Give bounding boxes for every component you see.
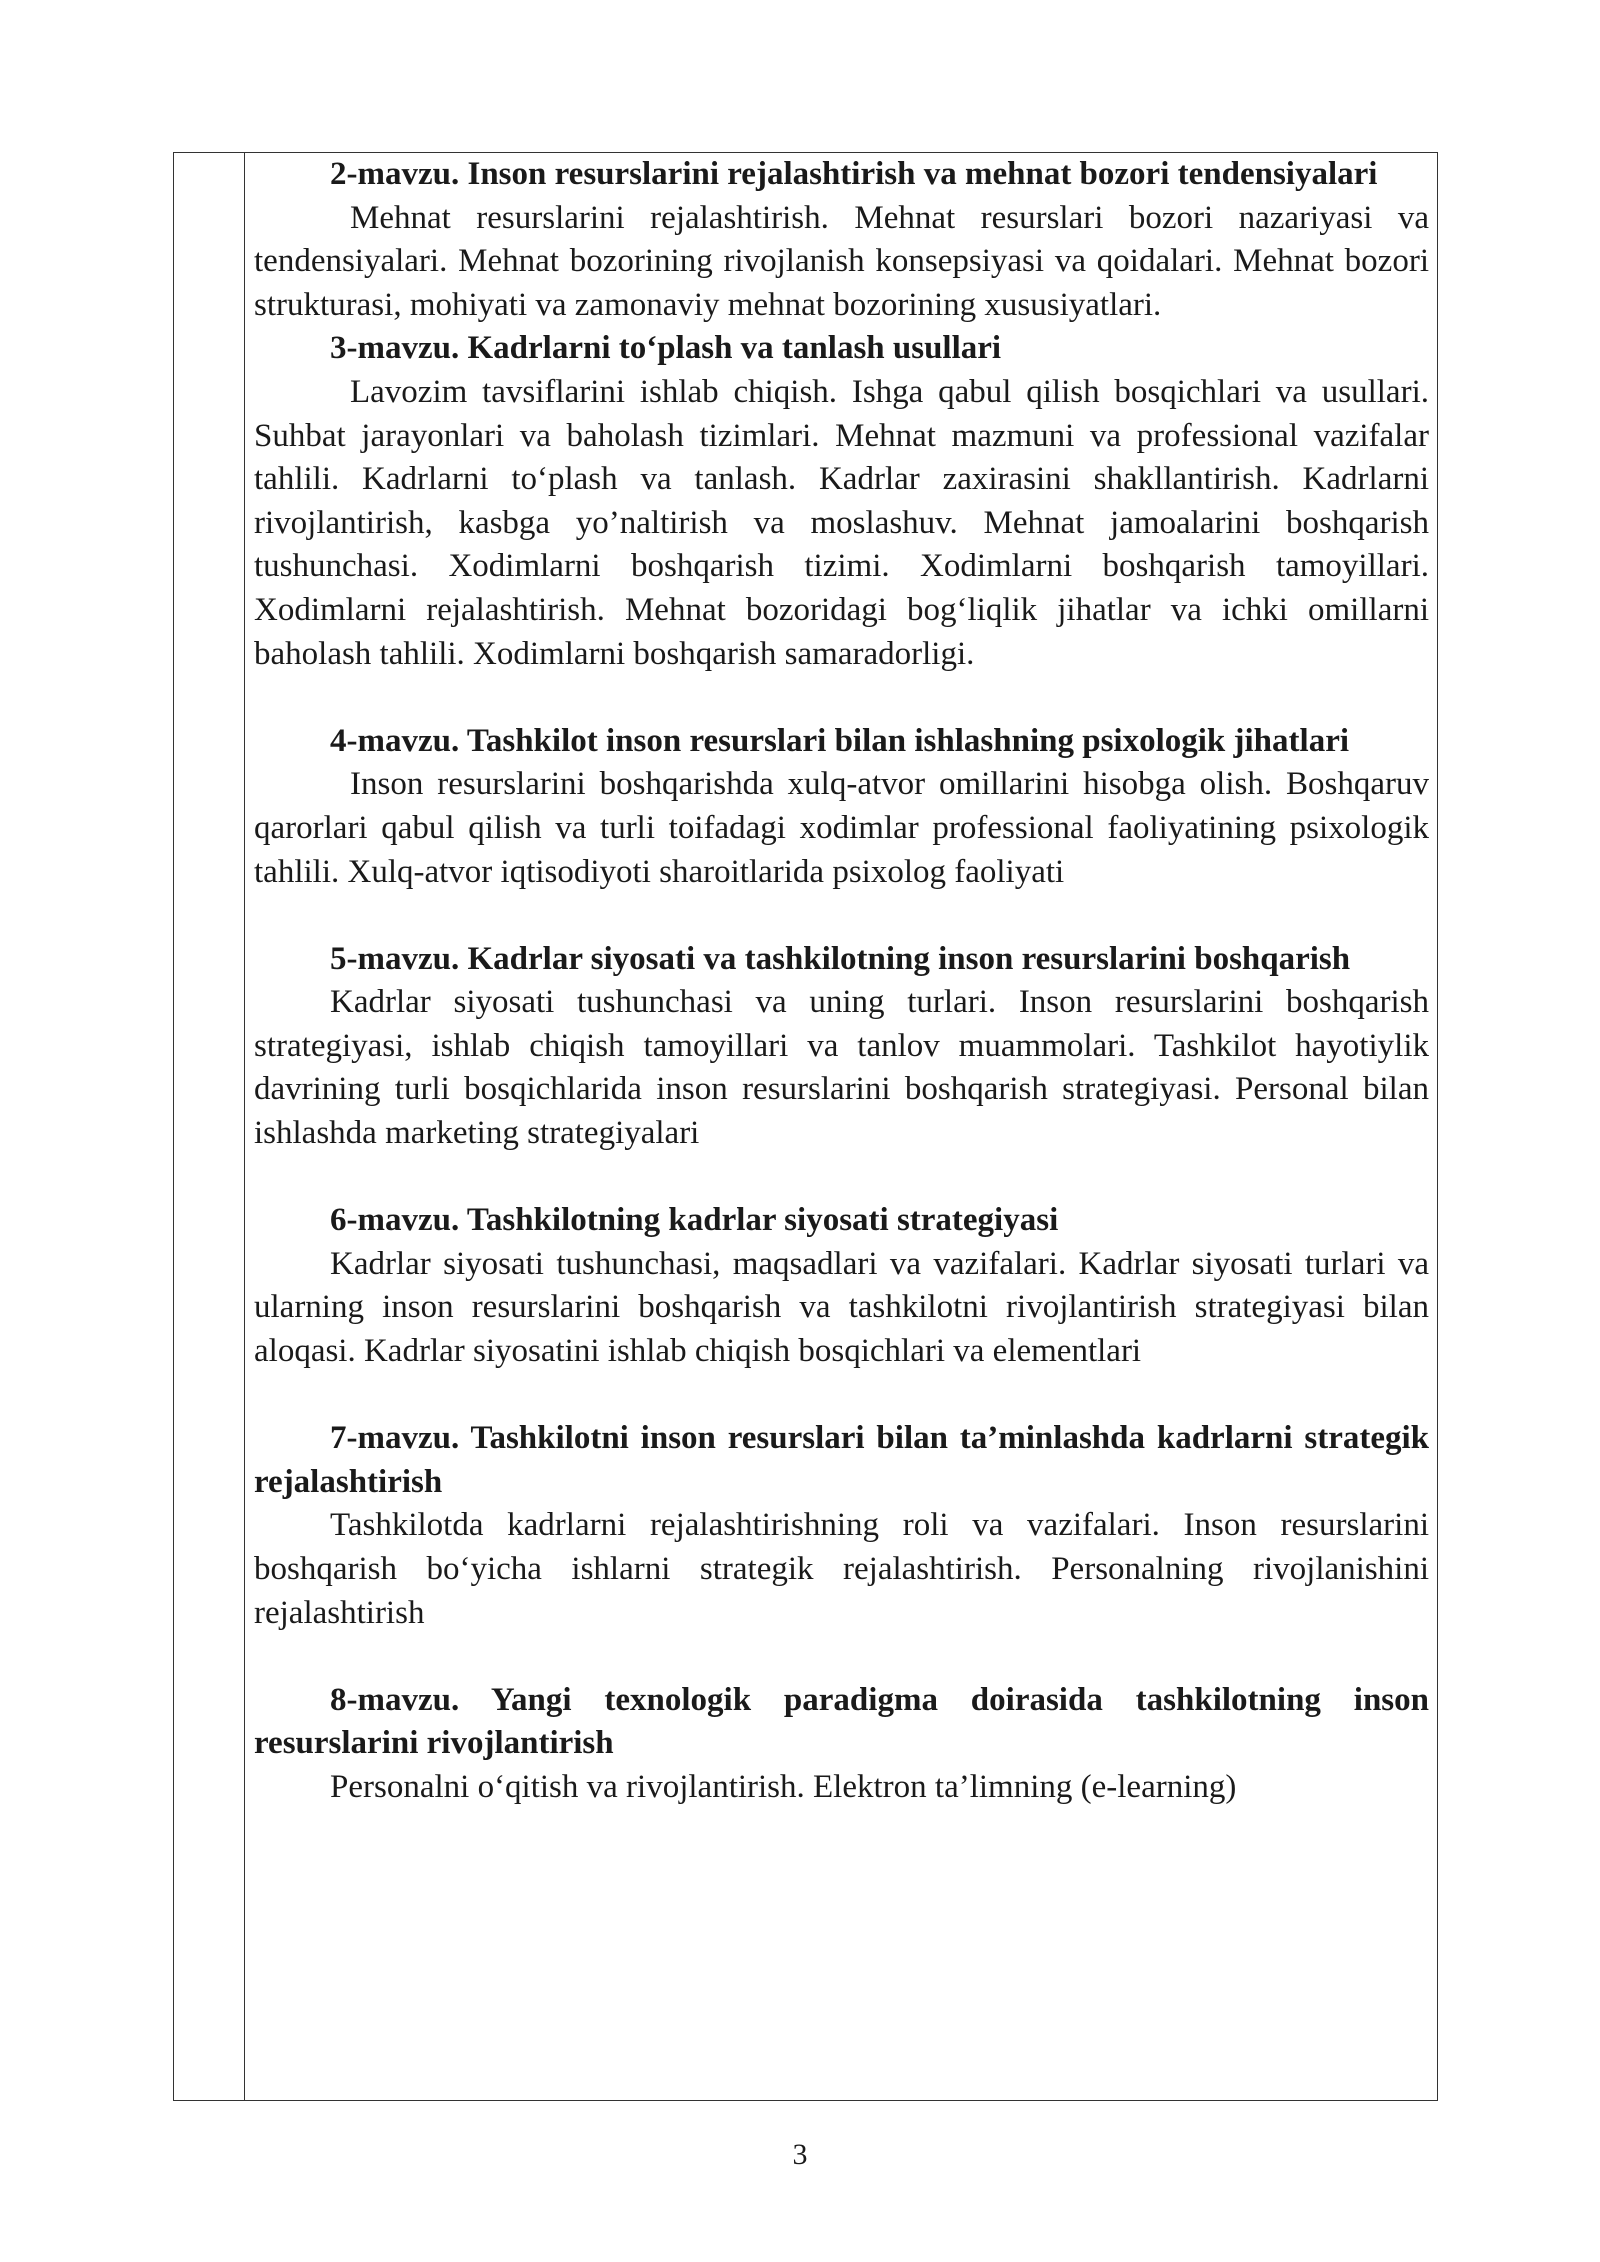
- topic-4: [254, 720, 1429, 894]
- topic-8: [254, 1679, 1429, 1810]
- topic-body: Lavozim tavsiflarini ishlab chiqish. Ishga qabul qilish bosqichlari va usullari. Suhbat jarayonlari va baholash tizimlari. Mehnat mazmuni va professional vazifalar tahlili. Kadrlarni to‘plash va tanlash. Kadrlar zaxirasini shakllantirish. Kadrlarni rivojlantirish, kasbga yo’naltirish va moslashuv. Mehnat jamoalarini boshqarish tushunchasi. Xodimlarni boshqarish tizimi. Xodimlarni boshqarish tamoyillari. Xodimlarni rejalashtirish. Mehnat bozoridagi bog‘liqlik jihatlar va ichki omillarni baholash tahlili. Xodimlarni boshqarish samaradorligi.: [254, 373, 1429, 672]
- topic-body: Tashkilotda kadrlarni rejalashtirishning roli va vazifalari. Inson resurslarini boshqarish bo‘yicha ishlarni strategik rejalashtirish. Personalning rivojlanishini rejalashtirish: [254, 1507, 1429, 1631]
- topic-title: 4-mavzu. Tashkilot inson resurslari bilan ishlashning psixologik jihatlari: [330, 722, 1350, 759]
- topic-title: 7-mavzu. Tashkilotni inson resurslari bilan ta’minlashda kadrlarni strategik rejalashtirish: [254, 1420, 1429, 1500]
- topic-5: [254, 938, 1429, 1156]
- topic-3: [254, 327, 1429, 676]
- topic-body: Kadrlar siyosati tushunchasi va uning turlari. Inson resurslarini boshqarish strategiyasi, ishlab chiqish tamoyillari va tanlov muammolari. Tashkilot hayotiylik davrining turli bosqichlarida inson resurslarini boshqarish strategiyasi. Personal bilan ishlashda marketing strategiyalari: [254, 984, 1429, 1152]
- content-table: [173, 152, 1438, 2101]
- spacer: [254, 676, 1429, 720]
- topic-title: 5-mavzu. Kadrlar siyosati va tashkilotning inson resurslarini boshqarish: [330, 940, 1351, 977]
- topic-title: 3-mavzu. Kadrlarni to‘plash va tanlash usullari: [330, 330, 1002, 367]
- topic-body: Mehnat resurslarini rejalashtirish. Mehnat resurslari bozori nazariyasi va tendensiyalari. Mehnat bozorining rivojlanish konsepsiyasi va qoidalari. Mehnat bozori strukturasi, mohiyati va zamonaviy mehnat bozorining xususiyatlari.: [254, 199, 1429, 323]
- topic-2: [254, 153, 1429, 327]
- spacer: [254, 1156, 1429, 1200]
- topic-7: [254, 1417, 1429, 1635]
- number-column: [174, 153, 245, 2100]
- topic-6: [254, 1199, 1429, 1373]
- spacer: [254, 894, 1429, 938]
- spacer: [254, 1374, 1429, 1418]
- topic-body: Kadrlar siyosati tushunchasi, maqsadlari va vazifalari. Kadrlar siyosati turlari va ularning inson resurslarini boshqarish va tashkilotni rivojlantirish strategiyasi bilan aloqasi. Kadrlar siyosatini ishlab chiqish bosqichlari va elementlari: [254, 1245, 1429, 1370]
- topic-title: 2-mavzu. Inson resurslarini rejalashtirish va mehnat bozori tendensiyalari: [330, 156, 1378, 192]
- spacer: [254, 1635, 1429, 1679]
- page-number: 3: [792, 2138, 808, 2171]
- topic-title: 8-mavzu. Yangi texnologik paradigma doirasida tashkilotning inson resurslarini rivojlantirish: [254, 1681, 1429, 1762]
- topic-body: Personalni o‘qitish va rivojlantirish. Elektron ta’limning (e-learning): [330, 1768, 1237, 1805]
- topic-body: Inson resurslarini boshqarishda xulq-atvor omillarini hisobga olish. Boshqaruv qarorlari qabul qilish va turli toifadagi xodimlar professional faoliyatining psixologik tahlili. Xulq-atvor iqtisodiyoti sharoitlarida psixolog faoliyati: [254, 766, 1429, 890]
- content-column: [245, 153, 1437, 2100]
- topic-title: 6-mavzu. Tashkilotning kadrlar siyosati strategiyasi: [330, 1202, 1059, 1239]
